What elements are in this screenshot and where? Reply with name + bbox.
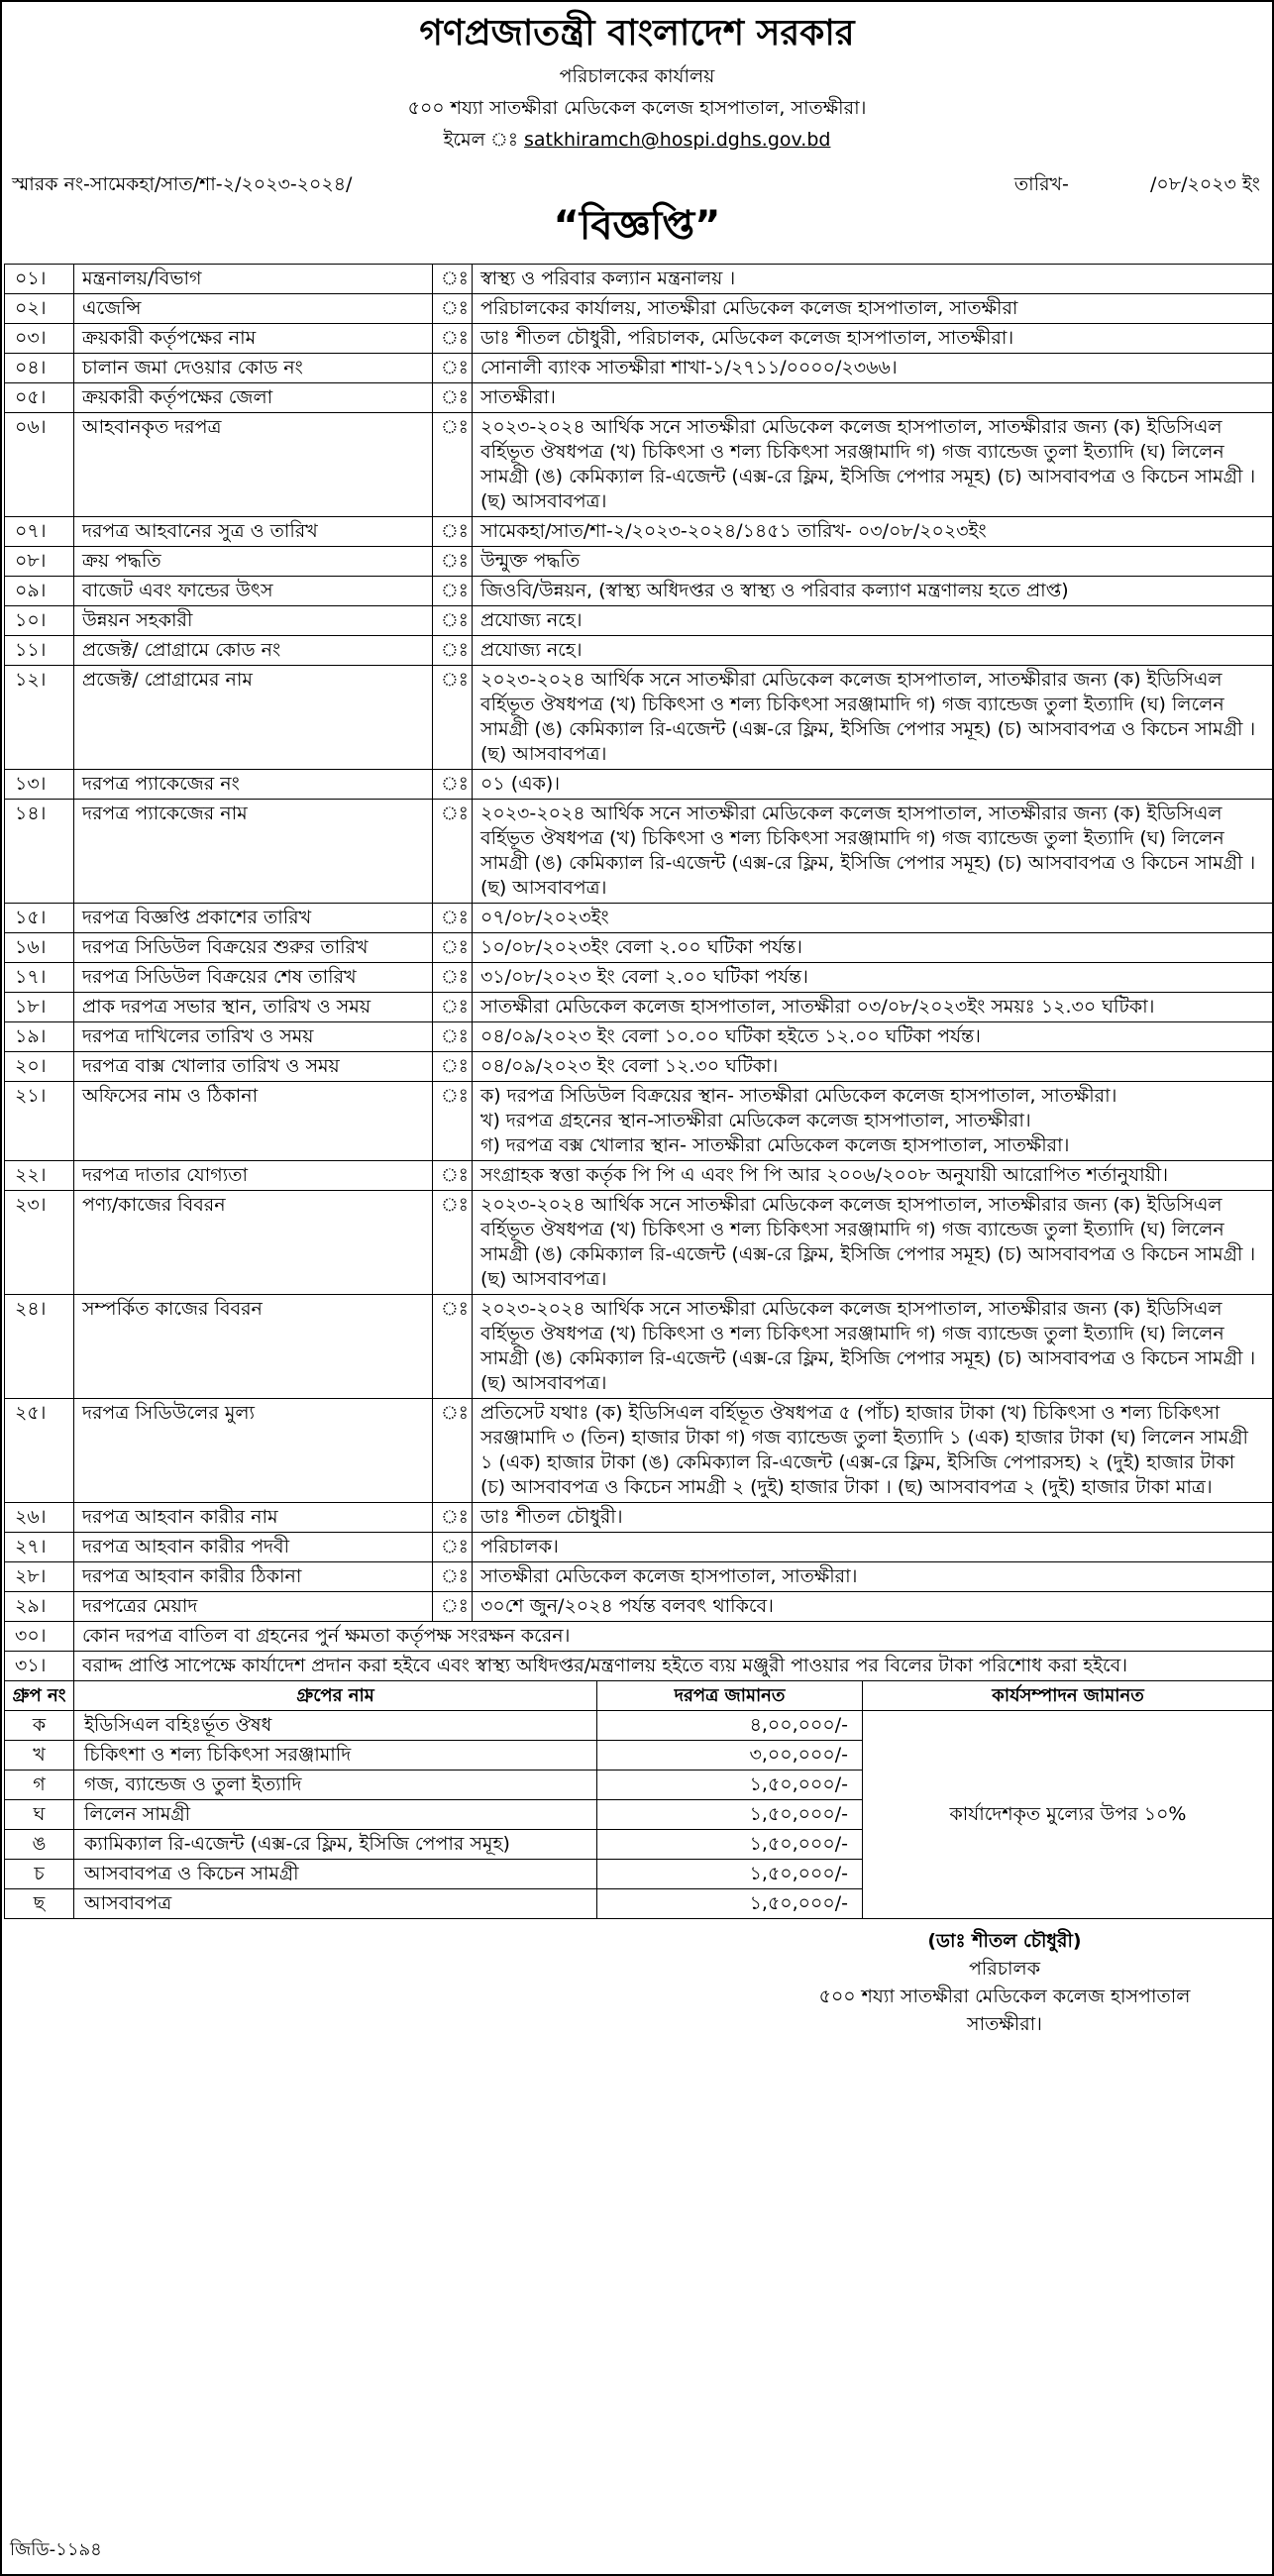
row-value: ০৪/০৯/২০২৩ ইং বেলা ১২.৩০ ঘটিকা। — [473, 1052, 1274, 1082]
row-value: ২০২৩-২০২৪ আর্থিক সনে সাতক্ষীরা মেডিকেল কলেজ হাসপাতাল, সাতক্ষীরার জন্য (ক) ইডিসিএল বর্হিভূত ঔষধপত্র (খ) চিকিৎসা ও শল্য চিকিৎসা সরঞ্জামাদি গ) গজ ব্যান্ডেজ তুলা ইত্যাদি (ঘ) লিলেন সামগ্রী (ঙ) কেমিক্যাল রি-এজেন্ট (এক্স-রে ফ্লিম, ইসিজি পেপার সমূহ) (চ) আসবাবপত্র ও কিচেন সামগ্রী । (ছ) আসবাবপত্র। — [473, 666, 1274, 770]
row-separator: ঃ — [433, 636, 473, 666]
info-row — [5, 547, 1274, 577]
row-number: ১১। — [5, 636, 74, 666]
row-separator: ঃ — [433, 1399, 473, 1503]
email-line — [2, 127, 1272, 153]
info-row — [5, 354, 1274, 383]
row-label: দরপত্র প্যাকেজের নাম — [74, 800, 433, 904]
row-number: ১৬। — [5, 933, 74, 963]
row-separator: ঃ — [433, 354, 473, 383]
row-number: ০৩। — [5, 324, 74, 354]
group-name: ক্যামিক্যাল রি-এজেন্ট (এক্স-রে ফ্লিম, ইসিজি পেপার সমূহ) — [74, 1830, 597, 1860]
info-row — [5, 1161, 1274, 1191]
row-value: ২০২৩-২০২৪ আর্থিক সনে সাতক্ষীরা মেডিকেল কলেজ হাসপাতাল, সাতক্ষীরার জন্য (ক) ইডিসিএল বর্হিভূত ঔষধপত্র (খ) চিকিৎসা ও শল্য চিকিৎসা সরঞ্জামাদি গ) গজ ব্যান্ডেজ তুলা ইত্যাদি (ঘ) লিলেন সামগ্রী (ঙ) কেমিক্যাল রি-এজেন্ট (এক্স-রে ফ্লিম, ইসিজি পেপার সমূহ) (চ) আসবাবপত্র ও কিচেন সামগ্রী । (ছ) আসবাবপত্র। — [473, 1191, 1274, 1295]
row-value: প্রযোজ্য নহে। — [473, 606, 1274, 636]
info-row — [5, 993, 1274, 1022]
info-row — [5, 1052, 1274, 1082]
hospital-address: ৫০০ শয্যা সাতক্ষীরা মেডিকেল কলেজ হাসপাতাল, সাতক্ষীরা। — [407, 97, 867, 119]
row-label: দরপত্র দাখিলের তারিখ ও সময় — [74, 1022, 433, 1052]
row-value: পরিচালকের কার্যালয়, সাতক্ষীরা মেডিকেল কলেজ হাসপাতাল, সাতক্ষীরা — [473, 294, 1274, 324]
row-number: ০৭। — [5, 517, 74, 547]
group-no: ক — [5, 1711, 74, 1741]
row-separator: ঃ — [433, 294, 473, 324]
row-label: অফিসের নাম ও ঠিকানা — [74, 1082, 433, 1161]
group-no: গ — [5, 1771, 74, 1800]
row-label: ক্রয়কারী কর্তৃপক্ষের নাম — [74, 324, 433, 354]
row-label: দরপত্রের মেয়াদ — [74, 1592, 433, 1622]
row-value: সাতক্ষীরা মেডিকেল কলেজ হাসপাতাল, সাতক্ষীরা ০৩/০৮/২০২৩ইং সময়ঃ ১২.৩০ ঘটিকা। — [473, 993, 1274, 1022]
signatory-office: ৫০০ শয্যা সাতক্ষীরা মেডিকেল কলেজ হাসপাতাল — [818, 1986, 1191, 2007]
row-separator: ঃ — [433, 1562, 473, 1592]
row-separator: ঃ — [433, 265, 473, 294]
group-table-header — [5, 1681, 1274, 1711]
row-value: স্বাস্থ্য ও পরিবার কল্যান মন্ত্রনালয় । — [473, 265, 1274, 294]
group-no: ঙ — [5, 1830, 74, 1860]
info-row — [5, 606, 1274, 636]
row-number: ২৬। — [5, 1503, 74, 1533]
group-security: ১,৫০,০০০/- — [597, 1889, 863, 1919]
row-label: ক্রয়কারী কর্তৃপক্ষের জেলা — [74, 383, 433, 413]
group-security: ৩,০০,০০০/- — [597, 1741, 863, 1771]
row-separator: ঃ — [433, 383, 473, 413]
row-label: দরপত্র আহবান কারীর ঠিকানা — [74, 1562, 433, 1592]
group-security: ১,৫০,০০০/- — [597, 1771, 863, 1800]
group-no: চ — [5, 1860, 74, 1889]
info-row — [5, 1503, 1274, 1533]
memo-number: স্মারক নং-সামেকহা/সাত/শা-২/২০২৩-২০২৪/ — [12, 173, 353, 195]
row-value-line: খ) দরপত্র গ্রহনের স্থান-সাতক্ষীরা মেডিকেল কলেজ হাসপাতাল, সাতক্ষীরা। — [480, 1110, 1031, 1131]
signatory-district: সাতক্ষীরা। — [967, 2013, 1042, 2035]
header-group-name: গ্রুপের নাম — [74, 1681, 597, 1711]
row-separator: ঃ — [433, 1022, 473, 1052]
group-no: খ — [5, 1741, 74, 1771]
group-name: লিলেন সামগ্রী — [74, 1800, 597, 1830]
info-row — [5, 636, 1274, 666]
row-value: ডাঃ শীতল চৌধুরী, পরিচালক, মেডিকেল কলেজ হাসপাতাল, সাতক্ষীরা। — [473, 324, 1274, 354]
row-separator: ঃ — [433, 413, 473, 517]
row-separator: ঃ — [433, 606, 473, 636]
row-value: ১০/০৮/২০২৩ইং বেলা ২.০০ ঘটিকা পর্যন্ত। — [473, 933, 1274, 963]
info-row — [5, 770, 1274, 800]
row-value: পরিচালক। — [473, 1533, 1274, 1562]
row-number: ০৬। — [5, 413, 74, 517]
row-value: প্রতিসেট যথাঃ (ক) ইডিসিএল বর্হিভূত ঔষধপত্র ৫ (পাঁচ) হাজার টাকা (খ) চিকিৎসা ও শল্য চিকিৎসা সরঞ্জামাদি ৩ (তিন) হাজার টাকা গ) গজ ব্যান্ডেজ তুলা ইত্যাদি ১ (এক) হাজার টাকা (ঘ) লিলেন সামগ্রী ১ (এক) হাজার টাকা (ঙ) কেমিক্যাল রি-এজেন্ট (এক্স-রে ফ্লিম, ইসিজি পেপারসহ) ২ (দুই) হাজার টাকা (চ) আসবাবপত্র ও কিচেন সামগ্রী ২ (দুই) হাজার টাকা । (ছ) আসবাবপত্র ২ (দুই) হাজার টাকা মাত্র। — [473, 1399, 1274, 1503]
group-security: ১,৫০,০০০/- — [597, 1860, 863, 1889]
row-label: মন্ত্রনালয়/বিভাগ — [74, 265, 433, 294]
row-value: ৩১/০৮/২০২৩ ইং বেলা ২.০০ ঘটিকা পর্যন্ত। — [473, 963, 1274, 993]
row-label: বাজেট এবং ফান্ডের উৎস — [74, 577, 433, 606]
info-row — [5, 963, 1274, 993]
email-link[interactable]: satkhiramch@hospi.dghs.gov.bd — [524, 129, 831, 151]
row-separator: ঃ — [433, 577, 473, 606]
signature-block — [747, 1927, 1262, 2038]
group-name: গজ, ব্যান্ডেজ ও তুলা ইত্যাদি — [74, 1771, 597, 1800]
row-number: ২৯। — [5, 1592, 74, 1622]
group-security-table — [4, 1680, 1274, 1919]
row-separator: ঃ — [433, 933, 473, 963]
row-number: ১৮। — [5, 993, 74, 1022]
row-separator: ঃ — [433, 1191, 473, 1295]
row-label: সম্পর্কিত কাজের বিবরন — [74, 1295, 433, 1399]
row-value: ০৪/০৯/২০২৩ ইং বেলা ১০.০০ ঘটিকা হইতে ১২.০০ ঘটিকা পর্যন্ত। — [473, 1022, 1274, 1052]
info-row — [5, 800, 1274, 904]
note-number: ৩১। — [5, 1652, 74, 1681]
row-label: প্রজেক্ট/ প্রোগ্রামের নাম — [74, 666, 433, 770]
row-number: ০৯। — [5, 577, 74, 606]
row-number: ২৪। — [5, 1295, 74, 1399]
row-separator: ঃ — [433, 517, 473, 547]
header-group-no: গ্রুপ নং — [5, 1681, 74, 1711]
info-row — [5, 1191, 1274, 1295]
row-number: ১৪। — [5, 800, 74, 904]
note-text: বরাদ্দ প্রাপ্তি সাপেক্ষে কার্যাদেশ প্রদান করা হইবে এবং স্বাস্থ্য অধিদপ্তর/মন্ত্রণালয় হইতে ব্যয় মঞ্জুরী পাওয়ার পর বিলের টাকা পরিশোধ করা হইবে। — [74, 1652, 1274, 1681]
row-value — [473, 1082, 1274, 1161]
info-row — [5, 666, 1274, 770]
row-label: ক্রয় পদ্ধতি — [74, 547, 433, 577]
info-row — [5, 265, 1274, 294]
note-row — [5, 1652, 1274, 1681]
row-value: জিওবি/উন্নয়ন, (স্বাস্থ্য অধিদপ্তর ও স্বাস্থ্য ও পরিবার কল্যাণ মন্ত্রণালয় হতে প্রাপ্ত) — [473, 577, 1274, 606]
info-row — [5, 294, 1274, 324]
footer-code: জিডি-১১৯৪ — [10, 2539, 102, 2560]
group-name: চিকিৎশা ও শল্য চিকিৎসা সরঞ্জামাদি — [74, 1741, 597, 1771]
row-label: প্রাক দরপত্র সভার স্থান, তারিখ ও সময় — [74, 993, 433, 1022]
row-label: দরপত্র দাতার যোগ্যতা — [74, 1161, 433, 1191]
row-separator: ঃ — [433, 1533, 473, 1562]
row-separator: ঃ — [433, 1295, 473, 1399]
note-number: ৩০। — [5, 1622, 74, 1652]
row-value: ০১ (এক)। — [473, 770, 1274, 800]
info-row — [5, 1399, 1274, 1503]
row-label: এজেন্সি — [74, 294, 433, 324]
row-number: ২০। — [5, 1052, 74, 1082]
info-row — [5, 1082, 1274, 1161]
row-separator: ঃ — [433, 1503, 473, 1533]
row-value: উন্মুক্ত পদ্ধতি — [473, 547, 1274, 577]
row-label: দরপত্র প্যাকেজের নং — [74, 770, 433, 800]
row-number: ১২। — [5, 666, 74, 770]
row-value: সাতক্ষীরা। — [473, 383, 1274, 413]
row-separator: ঃ — [433, 770, 473, 800]
row-number: ০৮। — [5, 547, 74, 577]
performance-security-value: কার্যাদেশকৃত মুল্যের উপর ১০% — [863, 1711, 1274, 1919]
row-number: ২৩। — [5, 1191, 74, 1295]
row-number: ১৯। — [5, 1022, 74, 1052]
group-security: ৪,০০,০০০/- — [597, 1711, 863, 1741]
group-row — [5, 1711, 1274, 1741]
header-performance-security: কার্যসম্পাদন জামানত — [863, 1681, 1274, 1711]
row-label: দরপত্র আহবান কারীর পদবী — [74, 1533, 433, 1562]
row-number: ১০। — [5, 606, 74, 636]
row-separator: ঃ — [433, 963, 473, 993]
row-label: দরপত্র আহবানের সুত্র ও তারিখ — [74, 517, 433, 547]
group-no: ঘ — [5, 1800, 74, 1830]
info-row — [5, 1022, 1274, 1052]
row-label: দরপত্র সিডিউল বিক্রয়ের শেষ তারিখ — [74, 963, 433, 993]
row-separator: ঃ — [433, 904, 473, 933]
info-row — [5, 1562, 1274, 1592]
row-number: ১৭। — [5, 963, 74, 993]
row-value: সংগ্রাহক স্বত্তা কর্তৃক পি পি এ এবং পি পি আর ২০০৬/২০০৮ অনুযায়ী আরোপিত শর্তানুযায়ী। — [473, 1161, 1274, 1191]
info-row — [5, 1592, 1274, 1622]
tender-info-table — [4, 264, 1274, 1681]
row-value: প্রযোজ্য নহে। — [473, 636, 1274, 666]
notice-title: “বিজ্ঞপ্তি” — [553, 203, 721, 249]
row-value: ৩০শে জুন/২০২৪ পর্যন্ত বলবৎ থাকিবে। — [473, 1592, 1274, 1622]
row-separator: ঃ — [433, 1161, 473, 1191]
row-label: উন্নয়ন সহকারী — [74, 606, 433, 636]
row-number: ২৫। — [5, 1399, 74, 1503]
row-number: ১৩। — [5, 770, 74, 800]
row-label: দরপত্র বাক্স খোলার তারিখ ও সময় — [74, 1052, 433, 1082]
row-value: সাতক্ষীরা মেডিকেল কলেজ হাসপাতাল, সাতক্ষীরা। — [473, 1562, 1274, 1592]
row-separator: ঃ — [433, 666, 473, 770]
info-row — [5, 324, 1274, 354]
row-label: পণ্য/কাজের বিবরন — [74, 1191, 433, 1295]
row-number: ২২। — [5, 1161, 74, 1191]
row-label: দরপত্র আহবান কারীর নাম — [74, 1503, 433, 1533]
government-title: গণপ্রজাতন্ত্রী বাংলাদেশ সরকার — [419, 13, 855, 54]
row-separator: ঃ — [433, 1052, 473, 1082]
info-row — [5, 1295, 1274, 1399]
info-row — [5, 1533, 1274, 1562]
row-number: ১৫। — [5, 904, 74, 933]
group-name: আসবাবপত্র — [74, 1889, 597, 1919]
row-value: ২০২৩-২০২৪ আর্থিক সনে সাতক্ষীরা মেডিকেল কলেজ হাসপাতাল, সাতক্ষীরার জন্য (ক) ইডিসিএল বর্হিভূত ঔষধপত্র (খ) চিকিৎসা ও শল্য চিকিৎসা সরঞ্জামাদি গ) গজ ব্যান্ডেজ তুলা ইত্যাদি (ঘ) লিলেন সামগ্রী (ঙ) কেমিক্যাল রি-এজেন্ট (এক্স-রে ফ্লিম, ইসিজি পেপার সমূহ) (চ) আসবাবপত্র ও কিচেন সামগ্রী । (ছ) আসবাবপত্র। — [473, 800, 1274, 904]
office-name: পরিচালকের কার্যালয় — [559, 65, 715, 87]
email-label: ইমেল ঃ — [443, 129, 518, 151]
row-value: ০৭/০৮/২০২৩ইং — [473, 904, 1274, 933]
row-label: চালান জমা দেওয়ার কোড নং — [74, 354, 433, 383]
row-value: সোনালী ব্যাংক সাতক্ষীরা শাখা-১/২৭১১/০০০০/২৩৬৬। — [473, 354, 1274, 383]
row-value: ডাঃ শীতল চৌধুরী। — [473, 1503, 1274, 1533]
group-no: ছ — [5, 1889, 74, 1919]
row-separator: ঃ — [433, 324, 473, 354]
info-row — [5, 383, 1274, 413]
group-security: ১,৫০,০০০/- — [597, 1800, 863, 1830]
row-separator: ঃ — [433, 547, 473, 577]
header-tender-security: দরপত্র জামানত — [597, 1681, 863, 1711]
row-label: দরপত্র বিজ্ঞপ্তি প্রকাশের তারিখ — [74, 904, 433, 933]
note-text: কোন দরপত্র বাতিল বা গ্রহনের পুর্ন ক্ষমতা কর্তৃপক্ষ সংরক্ষন করেন। — [74, 1622, 1274, 1652]
row-number: ০২। — [5, 294, 74, 324]
row-label: প্রজেক্ট/ প্রোগ্রামে কোড নং — [74, 636, 433, 666]
row-label: আহবানকৃত দরপত্র — [74, 413, 433, 517]
row-number: ২৭। — [5, 1533, 74, 1562]
date-value: /০৮/২০২৩ ইং — [1149, 173, 1260, 195]
note-row — [5, 1622, 1274, 1652]
info-row — [5, 904, 1274, 933]
group-security: ১,৫০,০০০/- — [597, 1830, 863, 1860]
row-separator: ঃ — [433, 1592, 473, 1622]
row-separator: ঃ — [433, 993, 473, 1022]
date-label: তারিখ- — [1013, 173, 1069, 195]
info-row — [5, 577, 1274, 606]
row-number: ০১। — [5, 265, 74, 294]
row-separator: ঃ — [433, 1082, 473, 1161]
row-value: সামেকহা/সাত/শা-২/২০২৩-২০২৪/১৪৫১ তারিখ- ০৩/০৮/২০২৩ইং — [473, 517, 1274, 547]
row-number: ০৪। — [5, 354, 74, 383]
row-number: ২৮। — [5, 1562, 74, 1592]
row-label: দরপত্র সিডিউলের মুল্য — [74, 1399, 433, 1503]
info-row — [5, 933, 1274, 963]
row-number: ০৫। — [5, 383, 74, 413]
info-row — [5, 413, 1274, 517]
row-separator: ঃ — [433, 800, 473, 904]
group-name: ইডিসিএল বহিঃর্ভূত ঔষধ — [74, 1711, 597, 1741]
row-value: ২০২৩-২০২৪ আর্থিক সনে সাতক্ষীরা মেডিকেল কলেজ হাসপাতাল, সাতক্ষীরার জন্য (ক) ইডিসিএল বর্হিভূত ঔষধপত্র (খ) চিকিৎসা ও শল্য চিকিৎসা সরঞ্জামাদি গ) গজ ব্যান্ডেজ তুলা ইত্যাদি (ঘ) লিলেন সামগ্রী (ঙ) কেমিক্যাল রি-এজেন্ট (এক্স-রে ফ্লিম, ইসিজি পেপার সমূহ) (চ) আসবাবপত্র ও কিচেন সামগ্রী । (ছ) আসবাবপত্র। — [473, 1295, 1274, 1399]
row-label: দরপত্র সিডিউল বিক্রয়ের শুরুর তারিখ — [74, 933, 433, 963]
row-value-line: গ) দরপত্র বক্স খোলার স্থান- সাতক্ষীরা মেডিকেল কলেজ হাসপাতাল, সাতক্ষীরা। — [480, 1134, 1070, 1156]
info-row — [5, 517, 1274, 547]
signatory-designation: পরিচালক — [969, 1958, 1040, 1980]
signatory-name: (ডাঃ শীতল চৌধুরী) — [927, 1930, 1082, 1952]
group-name: আসবাবপত্র ও কিচেন সামগ্রী — [74, 1860, 597, 1889]
row-number: ২১। — [5, 1082, 74, 1161]
row-value: ২০২৩-২০২৪ আর্থিক সনে সাতক্ষীরা মেডিকেল কলেজ হাসপাতাল, সাতক্ষীরার জন্য (ক) ইডিসিএল বর্হিভূত ঔষধপত্র (খ) চিকিৎসা ও শল্য চিকিৎসা সরঞ্জামাদি গ) গজ ব্যান্ডেজ তুলা ইত্যাদি (ঘ) লিলেন সামগ্রী (ঙ) কেমিক্যাল রি-এজেন্ট (এক্স-রে ফ্লিম, ইসিজি পেপার সমূহ) (চ) আসবাবপত্র ও কিচেন সামগ্রী । (ছ) আসবাবপত্র। — [473, 413, 1274, 517]
row-value-line: ক) দরপত্র সিডিউল বিক্রয়ের স্থান- সাতক্ষীরা মেডিকেল কলেজ হাসপাতাল, সাতক্ষীরা। — [480, 1085, 1117, 1107]
